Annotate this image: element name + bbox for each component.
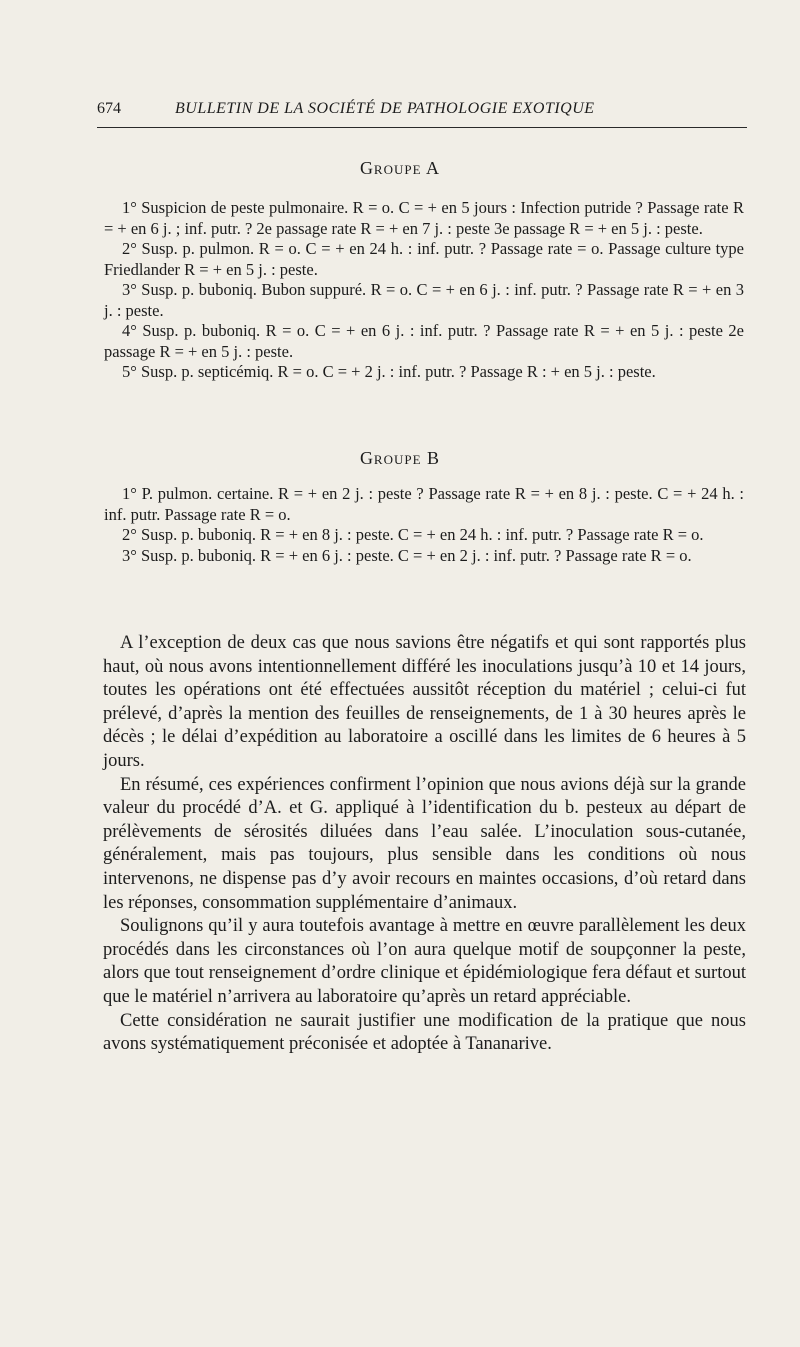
group-b-item-3: 3° Susp. p. buboniq. R = + en 6 j. : peste. C = + en 2 j. : inf. putr. ? Passage rate R = o. [122,545,692,565]
group-a-item-5: 5° Susp. p. septicémiq. R = o. C = + 2 j. : inf. putr. ? Passage R : + en 5 j. : peste. [122,362,656,381]
group-a-item-3: 3° Susp. p. buboniq. Bubon suppuré. R = o. C = + en 6 j. : inf. putr. ? Passage rate R = + en 3 j. : peste. [104,280,744,320]
group-a-title: Groupe A [359,158,441,178]
header-rule [97,127,747,128]
group-b-list [104,484,744,566]
group-a-item-4: 4° Susp. p. buboniq. R = o. C = + en 6 j. : inf. putr. ? Passage rate R = + en 5 j. : peste 2e passage R = + en 5 j. : peste. [104,321,744,361]
group-a-item-2: 2° Susp. p. pulmon. R = o. C = + en 24 h. : inf. putr. ? Passage rate = o. Passage culture type Friedlander R = + en 5 j. : peste. [104,239,744,279]
group-a-item-1: 1° Suspicion de peste pulmonaire. R = o. C = + en 5 jours : Infection putride ? Passage rate R = + en 6 j. ; inf. putr. ? 2e passage rate R = + en 7 j. : peste 3e passage R = + en 5 j. : peste. [104,198,744,238]
page-number: 674 [97,100,121,117]
group-b-item-1: 1° P. pulmon. certaine. R = + en 2 j. : peste ? Passage rate R = + en 8 j. : peste. C = + 24 h. : inf. putr. Passage rate R = o. [104,484,744,524]
group-b-title: Groupe B [359,448,441,468]
group-a-list [104,198,744,383]
body-text [103,632,746,1057]
paragraph-resume: En résumé, ces expériences confirment l’opinion que nous avions déjà sur la grande valeur du procédé d’A. et G. appliqué à l’identification du b. pesteux au départ de prélèvements de sérosités diluées dans l’eau salée. L’inoculation sous-cutanée, généralement, mais pas toujours, plus sensible dans les conditions où nous intervenons, ne dispense pas d’y avoir recours en maintes occasions, d’où retard dans les réponses, consommation supplémentaire d’animaux. [103,774,746,913]
paragraph-exception: A l’exception de deux cas que nous savions être négatifs et qui sont rapportés plus haut, où nous avons intentionnellement différé les inoculations jusqu’à 10 et 14 jours, toutes les opérations ont été effectuées aussitôt réception du matériel ; celui-ci fut prélevé, d’après la mention des feuilles de renseignements, de 1 à 30 heures après le décès ; le délai d’expédition au laboratoire a oscillé dans les limites de 6 heures à 5 jours. [103,633,746,771]
paragraph-soulignons: Soulignons qu’il y aura toutefois avantage à mettre en œuvre parallèlement les deux procédés dans les circonstances où l’on aura quelque motif de soupçonner la peste, alors que tout renseignement d’ordre clinique et épidémiologique fera défaut et surtout que le matériel n’arrivera au laboratoire qu’après un retard appréciable. [103,916,746,1007]
paragraph-consideration: Cette considération ne saurait justifier une modification de la pratique que nous avons systématiquement préconisée et adoptée à Tananarive. [103,1010,746,1055]
group-b-item-2: 2° Susp. p. buboniq. R = + en 8 j. : peste. C = + en 24 h. : inf. putr. ? Passage rate R = o. [122,525,704,544]
running-title: BULLETIN DE LA SOCIÉTÉ DE PATHOLOGIE EXOTIQUE [175,100,595,117]
